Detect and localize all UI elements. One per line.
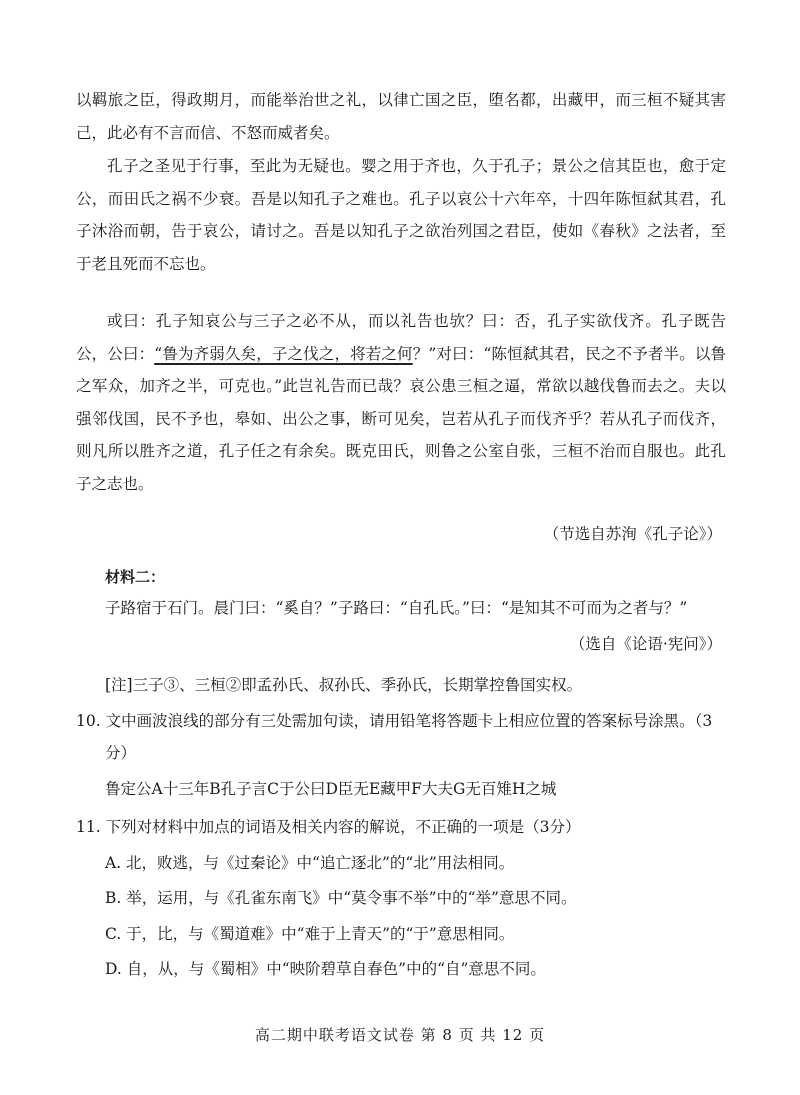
annotation-note: [注]三子③、三桓②即孟孙氏、叔孙氏、季孙氏，长期掌控鲁国实权。 bbox=[105, 676, 583, 694]
paragraph-2-rest: ？”对曰：“陈恒弑其君，民之不予者半。以鲁之军众，加齐之半，可克也。”此岂礼告而已哉？哀公患三桓之逼，常欲以越伐鲁而去之。夫以强邻伐国，民不予也，皋如、出公之事，断可见矣，岂若从孔子而伐齐乎？若从孔子而伐齐，则凡所以胜齐之道，孔子任之有余矣。既克田氏，则鲁之公室自张，三桓不治而自服也。此孔子之志也。 bbox=[76, 344, 726, 493]
question-11-option-b: B. 举，运用，与《孔雀东南飞》中“莫令事不举”中的“举”意思不同。 bbox=[105, 889, 577, 907]
material1-paragraph-2 bbox=[76, 305, 726, 500]
question-10 bbox=[76, 709, 712, 731]
material1-paragraph-0: 以羁旅之臣，得政期月，而能举治世之礼，以律亡国之臣，堕名都，出藏甲，而三桓不疑其害己，此必有不言而信、不怒而威者矣。 bbox=[76, 91, 726, 142]
material2-source: （选自《论语·宪问》） bbox=[569, 635, 722, 653]
question-10-number: 10. bbox=[76, 712, 101, 730]
material2-heading: 材料二： bbox=[105, 569, 166, 586]
question-11-option-d: D. 自，从，与《蜀相》中“映阶碧草自春色”中的“自”意思不同。 bbox=[105, 960, 546, 978]
question-11-stem: 下列对材料中加点的词语及相关内容的解说，不正确的一项是（3分） bbox=[105, 818, 581, 836]
question-10-stem-cont: 分） bbox=[105, 744, 137, 762]
question-11 bbox=[76, 815, 580, 837]
paragraph-2-lead: 或曰：孔子知哀公与三子之必不从，而以礼告也欤？曰：否，孔子实欲伐齐。孔子既告公，公曰： bbox=[76, 312, 726, 363]
question-11-number: 11. bbox=[76, 818, 101, 836]
material1-source: （节选自苏洵《孔子论》） bbox=[543, 525, 722, 543]
question-11-option-c: C. 于，比，与《蜀道难》中“难于上青天”的“于”意思相同。 bbox=[105, 925, 515, 943]
underlined-quote: “鲁为齐弱久矣，子之伐之，将若之何 bbox=[154, 344, 413, 363]
material2-text: 子路宿于石门。晨门曰：“奚自？”子路曰：“自孔氏。”曰：“是知其不可而为之者与？” bbox=[105, 599, 688, 617]
material1-paragraph-1: 孔子之圣见于行事，至此为无疑也。婴之用于齐也，久于孔子；景公之信其臣也，愈于定公，而田氏之祸不少衰。吾是以知孔子之难也。孔子以哀公十六年卒，十四年陈恒弑其君，孔子沐浴而朝，告于哀公，请讨之。吾是以知孔子之欲治列国之君臣，使如《春秋》之法者，至于老且死而不忘也。 bbox=[76, 157, 726, 273]
page-footer: 高二期中联考语文试卷 第 8 页 共 12 页 bbox=[254, 1026, 546, 1044]
question-10-stem: 文中画波浪线的部分有三处需加句读，请用铅笔将答题卡上相应位置的答案标号涂黑。（3 bbox=[105, 712, 713, 730]
question-10-wavy-text: 鲁定公A十三年B孔子言C于公曰D臣无E藏甲F大夫G无百雉H之城 bbox=[105, 780, 557, 798]
question-11-option-a: A. 北，败逃，与《过秦论》中“追亡逐北”的“北”用法相同。 bbox=[105, 854, 515, 872]
